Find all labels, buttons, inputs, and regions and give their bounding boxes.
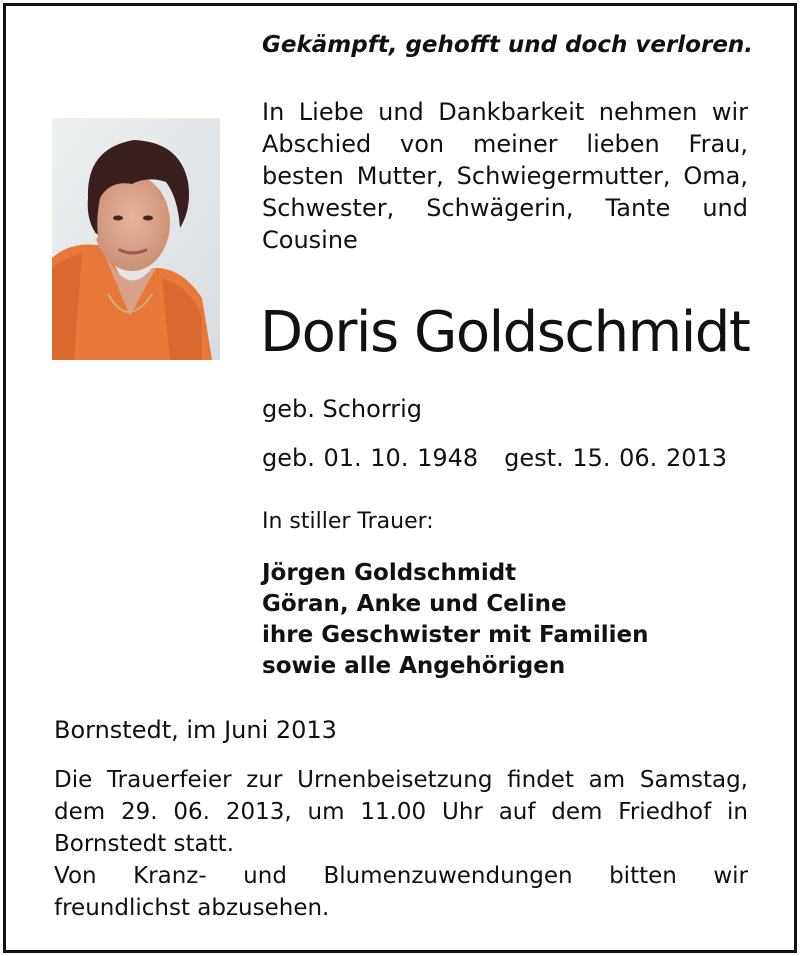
mourners-list: [262, 558, 648, 682]
mourner: sowie alle Angehörigen: [262, 653, 566, 679]
service-line: Von Kranz- und Blumenzuwendungen bitten wir: [54, 863, 748, 889]
mourner: Jörgen Goldschmidt: [262, 560, 517, 586]
service-line: Die Trauerfeier zur Urnenbeisetzung findet am Samstag,: [54, 767, 748, 793]
service-line: Bornstedt statt.: [54, 831, 235, 857]
intro-line: Cousine: [262, 226, 358, 254]
intro-line: Abschied von meiner lieben Frau,: [262, 130, 748, 158]
mourner: ihre Geschwister mit Familien: [262, 622, 649, 648]
service-info: [54, 764, 748, 924]
service-line: dem 29. 06. 2013, um 11.00 Uhr auf dem Friedhof in: [54, 799, 748, 825]
birth-date: geb. 01. 10. 1948: [262, 444, 479, 472]
intro-line: Schwester, Schwägerin, Tante und: [262, 194, 748, 222]
service-line: freundlichst abzusehen.: [54, 895, 330, 921]
deceased-name: Doris Goldschmidt: [260, 300, 750, 365]
maiden-name: geb. Schorrig: [262, 395, 423, 423]
motto: Gekämpft, gehofft und doch verloren.: [262, 32, 754, 58]
intro-line: besten Mutter, Schwiegermutter, Oma,: [262, 162, 748, 190]
life-dates: [262, 444, 727, 472]
intro-line: In Liebe und Dankbarkeit nehmen wir: [262, 98, 748, 126]
death-date: gest. 15. 06. 2013: [504, 444, 728, 472]
portrait-photo: [52, 118, 220, 360]
place-date: Bornstedt, im Juni 2013: [54, 716, 337, 744]
intro-text: [262, 96, 748, 256]
mourner: Göran, Anke und Celine: [262, 591, 567, 617]
mourning-label: In stiller Trauer:: [262, 509, 434, 534]
